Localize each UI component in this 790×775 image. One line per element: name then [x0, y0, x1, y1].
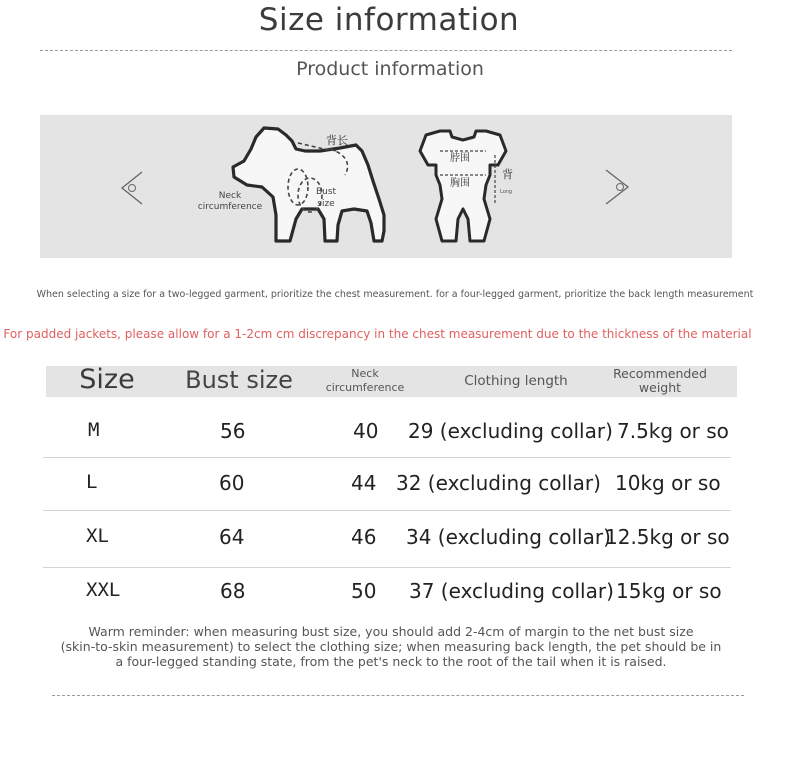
length-cell: 32 (excluding collar)	[396, 471, 601, 495]
footer-divider	[52, 695, 744, 696]
measurement-diagram	[40, 115, 732, 258]
chevron-right-icon[interactable]	[606, 170, 628, 204]
length-cell: 29 (excluding collar)	[408, 419, 613, 443]
weight-cell: 10kg or so	[615, 471, 721, 495]
bust-cell: 60	[219, 471, 245, 495]
neck-cell: 50	[351, 579, 377, 603]
bust-label-line1: Bust	[315, 187, 337, 197]
size-cell: XXL	[86, 579, 121, 601]
garment-long-label: Long	[500, 189, 513, 195]
weight-cell: 12.5kg or so	[605, 525, 730, 549]
chevron-left-icon[interactable]	[122, 172, 142, 204]
row-divider	[43, 457, 731, 458]
neck-label-line1: Neck	[218, 191, 242, 201]
warm-reminder	[0, 624, 782, 669]
neck-cell: 46	[351, 525, 377, 549]
size-cell: L	[86, 471, 98, 493]
header-weight-line1: Recommended	[613, 366, 707, 381]
garment-back-label: 背	[502, 168, 513, 181]
neck-label-line2: circumference	[197, 202, 263, 212]
header-neck	[315, 367, 415, 395]
length-cell: 37 (excluding collar)	[409, 579, 614, 603]
header-neck-line2: circumference	[325, 381, 405, 394]
header-neck-line1: Neck	[351, 367, 379, 380]
length-cell: 34 (excluding collar)	[406, 525, 611, 549]
dog-outline-icon	[233, 128, 384, 241]
back-length-label: 背长	[326, 134, 348, 147]
weight-cell: 7.5kg or so	[617, 419, 729, 443]
bust-cell: 68	[220, 579, 246, 603]
page-title: Size information	[258, 2, 520, 38]
padded-jacket-note: For padded jackets, please allow for a 1-2cm cm discrepancy in the chest measurement due to the thickness of the material	[3, 327, 752, 341]
size-cell: M	[88, 419, 100, 441]
row-divider	[43, 510, 731, 511]
header-length: Clothing length	[464, 373, 568, 389]
neck-cell: 40	[353, 419, 379, 443]
row-divider	[43, 567, 731, 568]
neck-cell: 44	[351, 471, 377, 495]
bust-label-line2: size	[317, 199, 335, 209]
header-bust: Bust size	[185, 366, 293, 394]
header-weight	[604, 367, 716, 395]
bust-cell: 56	[220, 419, 246, 443]
warm-reminder-line: Warm reminder: when measuring bust size, you should add 2-4cm of margin to the net bust size	[88, 624, 694, 639]
size-cell: XL	[86, 525, 109, 547]
header-weight-line2: weight	[638, 380, 682, 395]
section-subtitle: Product information	[296, 58, 484, 80]
warm-reminder-line: a four-legged standing state, from the pet's neck to the root of the tail when it is raised.	[115, 654, 667, 669]
garment-chest-label: 胸围	[450, 178, 470, 189]
weight-cell: 15kg or so	[616, 579, 722, 603]
selection-note: When selecting a size for a two-legged garment, prioritize the chest measurement. for a four-legged garment, prioritize the back length measurement	[36, 289, 754, 300]
title-divider	[40, 50, 732, 51]
garment-neck-label: 脖围	[450, 153, 470, 164]
bust-cell: 64	[219, 525, 245, 549]
warm-reminder-line: (skin-to-skin measurement) to select the clothing size; when measuring back length, the pet should be in	[60, 639, 722, 654]
header-size: Size	[79, 364, 135, 395]
